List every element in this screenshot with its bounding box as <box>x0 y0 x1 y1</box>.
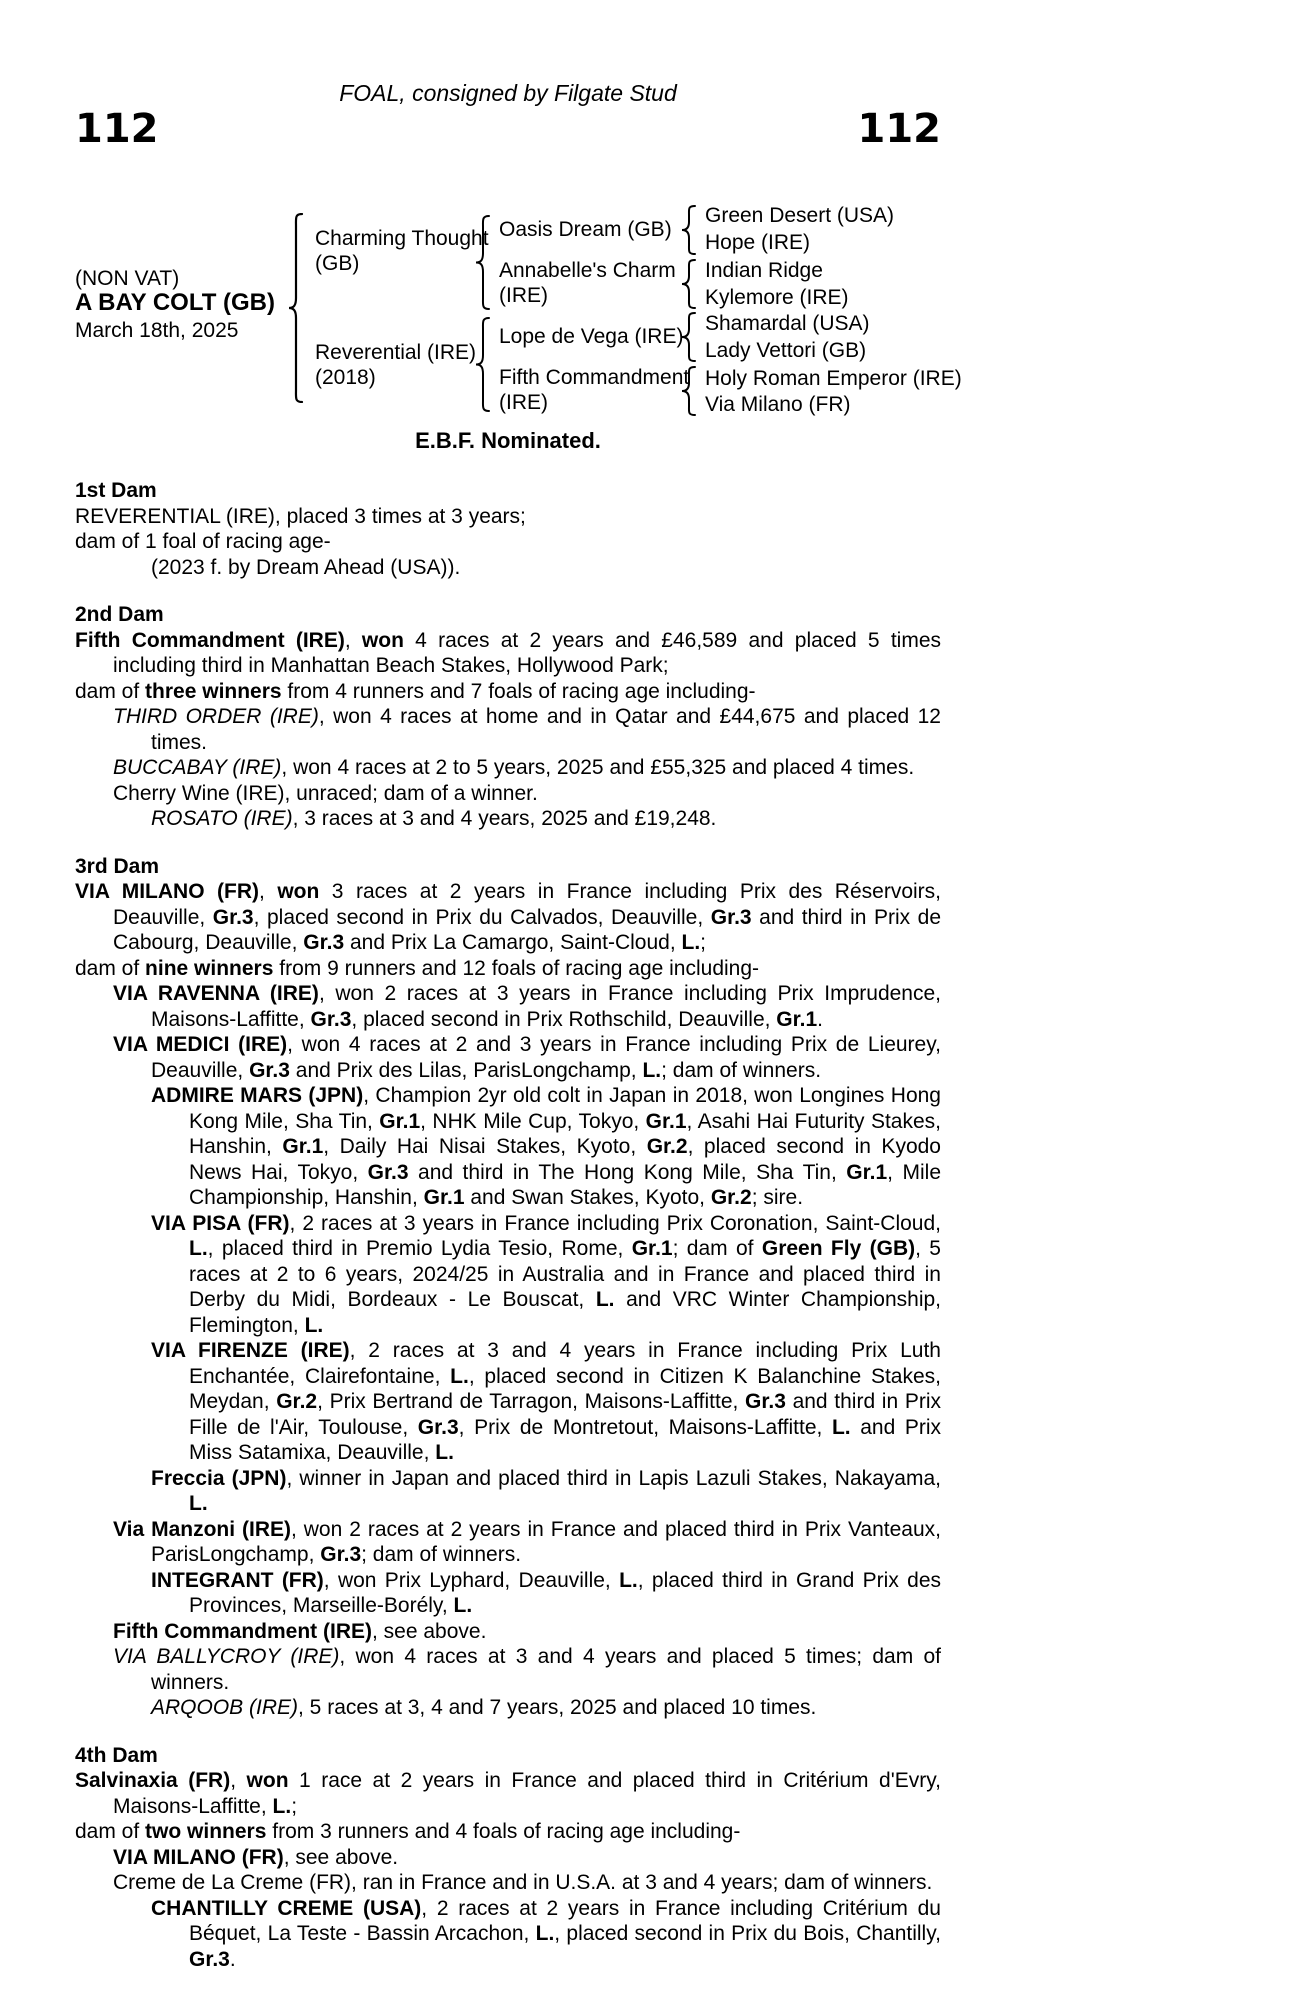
section-body-2nd-dam <box>75 628 941 832</box>
section-body-4th-dam <box>75 1768 941 1972</box>
dam-dam-name-line1: Fifth Commandment <box>499 366 690 389</box>
catalogue-paragraph: Freccia (JPN), winner in Japan and placed third in Lapis Lazuli Stakes, Nakayama, L. <box>151 1466 941 1515</box>
section-heading-1st-dam: 1st Dam <box>75 479 157 502</box>
catalogue-paragraph: Fifth Commandment (IRE), see above. <box>113 1619 487 1643</box>
catalogue-paragraph: VIA MILANO (FR), see above. <box>113 1845 399 1869</box>
dam-name-line2: (2018) <box>315 366 376 389</box>
gen4-name-7: Holy Roman Emperor (IRE) <box>705 367 962 390</box>
catalogue-paragraph: dam of three winners from 4 runners and 7 foals of racing age including- <box>75 679 756 703</box>
pedigree-bracket-pair2 <box>681 259 697 309</box>
dam-dam-name-line2: (IRE) <box>499 391 548 414</box>
catalogue-paragraph: INTEGRANT (FR), won Prix Lyphard, Deauville, L., placed third in Grand Prix des Provinces, Marseille-Borély, L. <box>151 1568 941 1617</box>
catalogue-paragraph: ROSATO (IRE), 3 races at 3 and 4 years, 2025 and £19,248. <box>151 807 717 830</box>
gen4-name-5: Shamardal (USA) <box>705 312 870 335</box>
foaling-date: March 18th, 2025 <box>75 319 239 342</box>
section-heading-3rd-dam: 3rd Dam <box>75 854 160 878</box>
catalogue-paragraph: VIA MILANO (FR), won 3 races at 2 years in France including Prix des Réservoirs, Deauville, Gr.3, placed second in Prix du Calvados, Deauville, Gr.3 and third in Prix de Cabourg, Deauville, Gr.3 and Prix La Camargo, Saint-Cloud, L.; <box>75 880 941 954</box>
pedigree-bracket-pair4 <box>681 366 697 416</box>
lot-number-left: 112 <box>75 106 159 152</box>
section-heading-4th-dam: 4th Dam <box>75 1743 158 1767</box>
consignor-title: FOAL, consigned by Filgate Stud <box>339 80 677 106</box>
pedigree-bracket-pair3 <box>681 312 697 362</box>
section-body-3rd-dam <box>75 879 941 1721</box>
catalogue-paragraph: dam of 1 foal of racing age- <box>75 530 331 553</box>
gen4-name-8: Via Milano (FR) <box>705 393 851 416</box>
gen4-name-6: Lady Vettori (GB) <box>705 339 867 362</box>
catalogue-paragraph: VIA BALLYCROY (IRE), won 4 races at 3 and 4 years and placed 5 times; dam of winners. <box>113 1645 941 1694</box>
catalogue-paragraph: VIA FIRENZE (IRE), 2 races at 3 and 4 years in France including Prix Luth Enchantée, Clairefontaine, L., placed second in Citizen K Balanchine Stakes, Meydan, Gr.2, Prix Bertrand de Tarragon, Maisons-Laffitte, Gr.3 and third in Prix Fille de l'Air, Toulouse, Gr.3, Prix de Montretout, Maisons-Laffitte, L. and Prix Miss Satamixa, Deauville, L. <box>151 1339 942 1464</box>
non-vat-label: (NON VAT) <box>75 267 180 290</box>
dam-sections <box>75 478 941 1972</box>
sire-name-line2: (GB) <box>315 252 360 275</box>
catalogue-paragraph: (2023 f. by Dream Ahead (USA)). <box>151 555 461 579</box>
catalogue-paragraph: VIA RAVENNA (IRE), won 2 races at 3 years in France including Prix Imprudence, Maisons-Laffitte, Gr.3, placed second in Prix Rothschild, Deauville, Gr.1. <box>113 982 941 1031</box>
catalogue-paragraph: CHANTILLY CREME (USA), 2 races at 2 years in France including Critérium du Béquet, La Teste - Bassin Arcachon, L., placed second in Prix du Bois, Chantilly, Gr.3. <box>151 1896 941 1971</box>
catalogue-paragraph: Creme de La Creme (FR), ran in France and in U.S.A. at 3 and 4 years; dam of winners. <box>113 1871 933 1894</box>
catalogue-paragraph: Via Manzoni (IRE), won 2 races at 2 years in France and placed third in Prix Vanteaux, ParisLongchamp, Gr.3; dam of winners. <box>113 1517 941 1566</box>
sire-dam-name-line2: (IRE) <box>499 284 548 307</box>
catalogue-paragraph: Fifth Commandment (IRE), won 4 races at 2 years and £46,589 and placed 5 times including third in Manhattan Beach Stakes, Hollywood Park; <box>75 628 941 677</box>
catalogue-paragraph: ADMIRE MARS (JPN), Champion 2yr old colt in Japan in 2018, won Longines Hong Kong Mile, Sha Tin, Gr.1, NHK Mile Cup, Tokyo, Gr.1, Asahi Hai Futurity Stakes, Hanshin, Gr.1, Daily Hai Nisai Stakes, Kyoto, Gr.2, placed second in Kyodo News Hai, Tokyo, Gr.3 and third in The Hong Kong Mile, Sha Tin, Gr.1, Mile Championship, Hanshin, Gr.1 and Swan Stakes, Kyoto, Gr.2; sire. <box>151 1084 942 1209</box>
section-2nd-dam <box>75 602 941 832</box>
sire-name-line1: Charming Thought <box>315 227 489 250</box>
catalogue-paragraph: BUCCABAY (IRE), won 4 races at 2 to 5 years, 2025 and £55,325 and placed 4 times. <box>113 756 915 779</box>
pedigree-bracket-dam <box>475 317 491 412</box>
dam-sire-name: Lope de Vega (IRE) <box>499 325 684 348</box>
lot-number-right: 112 <box>857 106 941 152</box>
gen4-name-4: Kylemore (IRE) <box>705 286 849 309</box>
catalogue-paragraph: THIRD ORDER (IRE), won 4 races at home and in Qatar and £44,675 and placed 12 times. <box>113 705 941 754</box>
pedigree-table <box>75 205 995 420</box>
gen4-name-1: Green Desert (USA) <box>705 204 895 227</box>
sire-sire-name: Oasis Dream (GB) <box>499 218 672 241</box>
dam-name-line1: Reverential (IRE) <box>315 341 477 364</box>
sire-dam-name-line1: Annabelle's Charm <box>499 259 676 282</box>
section-heading-2nd-dam: 2nd Dam <box>75 603 164 626</box>
pedigree-bracket-main <box>288 213 304 403</box>
catalogue-paragraph: dam of nine winners from 9 runners and 12 foals of racing age including- <box>75 956 760 980</box>
horse-name: A BAY COLT (GB) <box>75 289 276 316</box>
ebf-nominated-note: E.B.F. Nominated. <box>415 428 601 453</box>
pedigree-bracket-pair1 <box>681 205 697 255</box>
catalogue-paragraph: dam of two winners from 3 runners and 4 foals of racing age including- <box>75 1820 741 1843</box>
catalogue-paragraph: VIA PISA (FR), 2 races at 3 years in France including Prix Coronation, Saint-Cloud, L., placed third in Premio Lydia Tesio, Rome, Gr.1; dam of Green Fly (GB), 5 races at 2 to 6 years, 2024/25 in Australia and in France and placed third in Derby du Midi, Bordeaux - Le Bouscat, L. and VRC Winter Championship, Flemington, L. <box>151 1211 941 1337</box>
catalogue-paragraph: VIA MEDICI (IRE), won 4 races at 2 and 3 years in France including Prix de Lieurey, Deauville, Gr.3 and Prix des Lilas, ParisLongchamp, L.; dam of winners. <box>113 1033 941 1082</box>
section-body-1st-dam <box>75 504 941 581</box>
gen4-name-2: Hope (IRE) <box>705 231 811 254</box>
section-1st-dam <box>75 478 941 580</box>
catalogue-paragraph: Cherry Wine (IRE), unraced; dam of a winner. <box>113 781 538 805</box>
section-4th-dam <box>75 1743 941 1973</box>
gen4-name-3: Indian Ridge <box>705 259 823 282</box>
catalogue-paragraph: Salvinaxia (FR), won 1 race at 2 years in France and placed third in Critérium d'Evry, Maisons-Laffitte, L.; <box>75 1769 941 1818</box>
catalogue-paragraph: REVERENTIAL (IRE), placed 3 times at 3 years; <box>75 504 526 528</box>
pedigree-bracket-sire <box>475 215 491 310</box>
catalogue-paragraph: ARQOOB (IRE), 5 races at 3, 4 and 7 years, 2025 and placed 10 times. <box>151 1696 817 1719</box>
section-3rd-dam <box>75 854 941 1721</box>
